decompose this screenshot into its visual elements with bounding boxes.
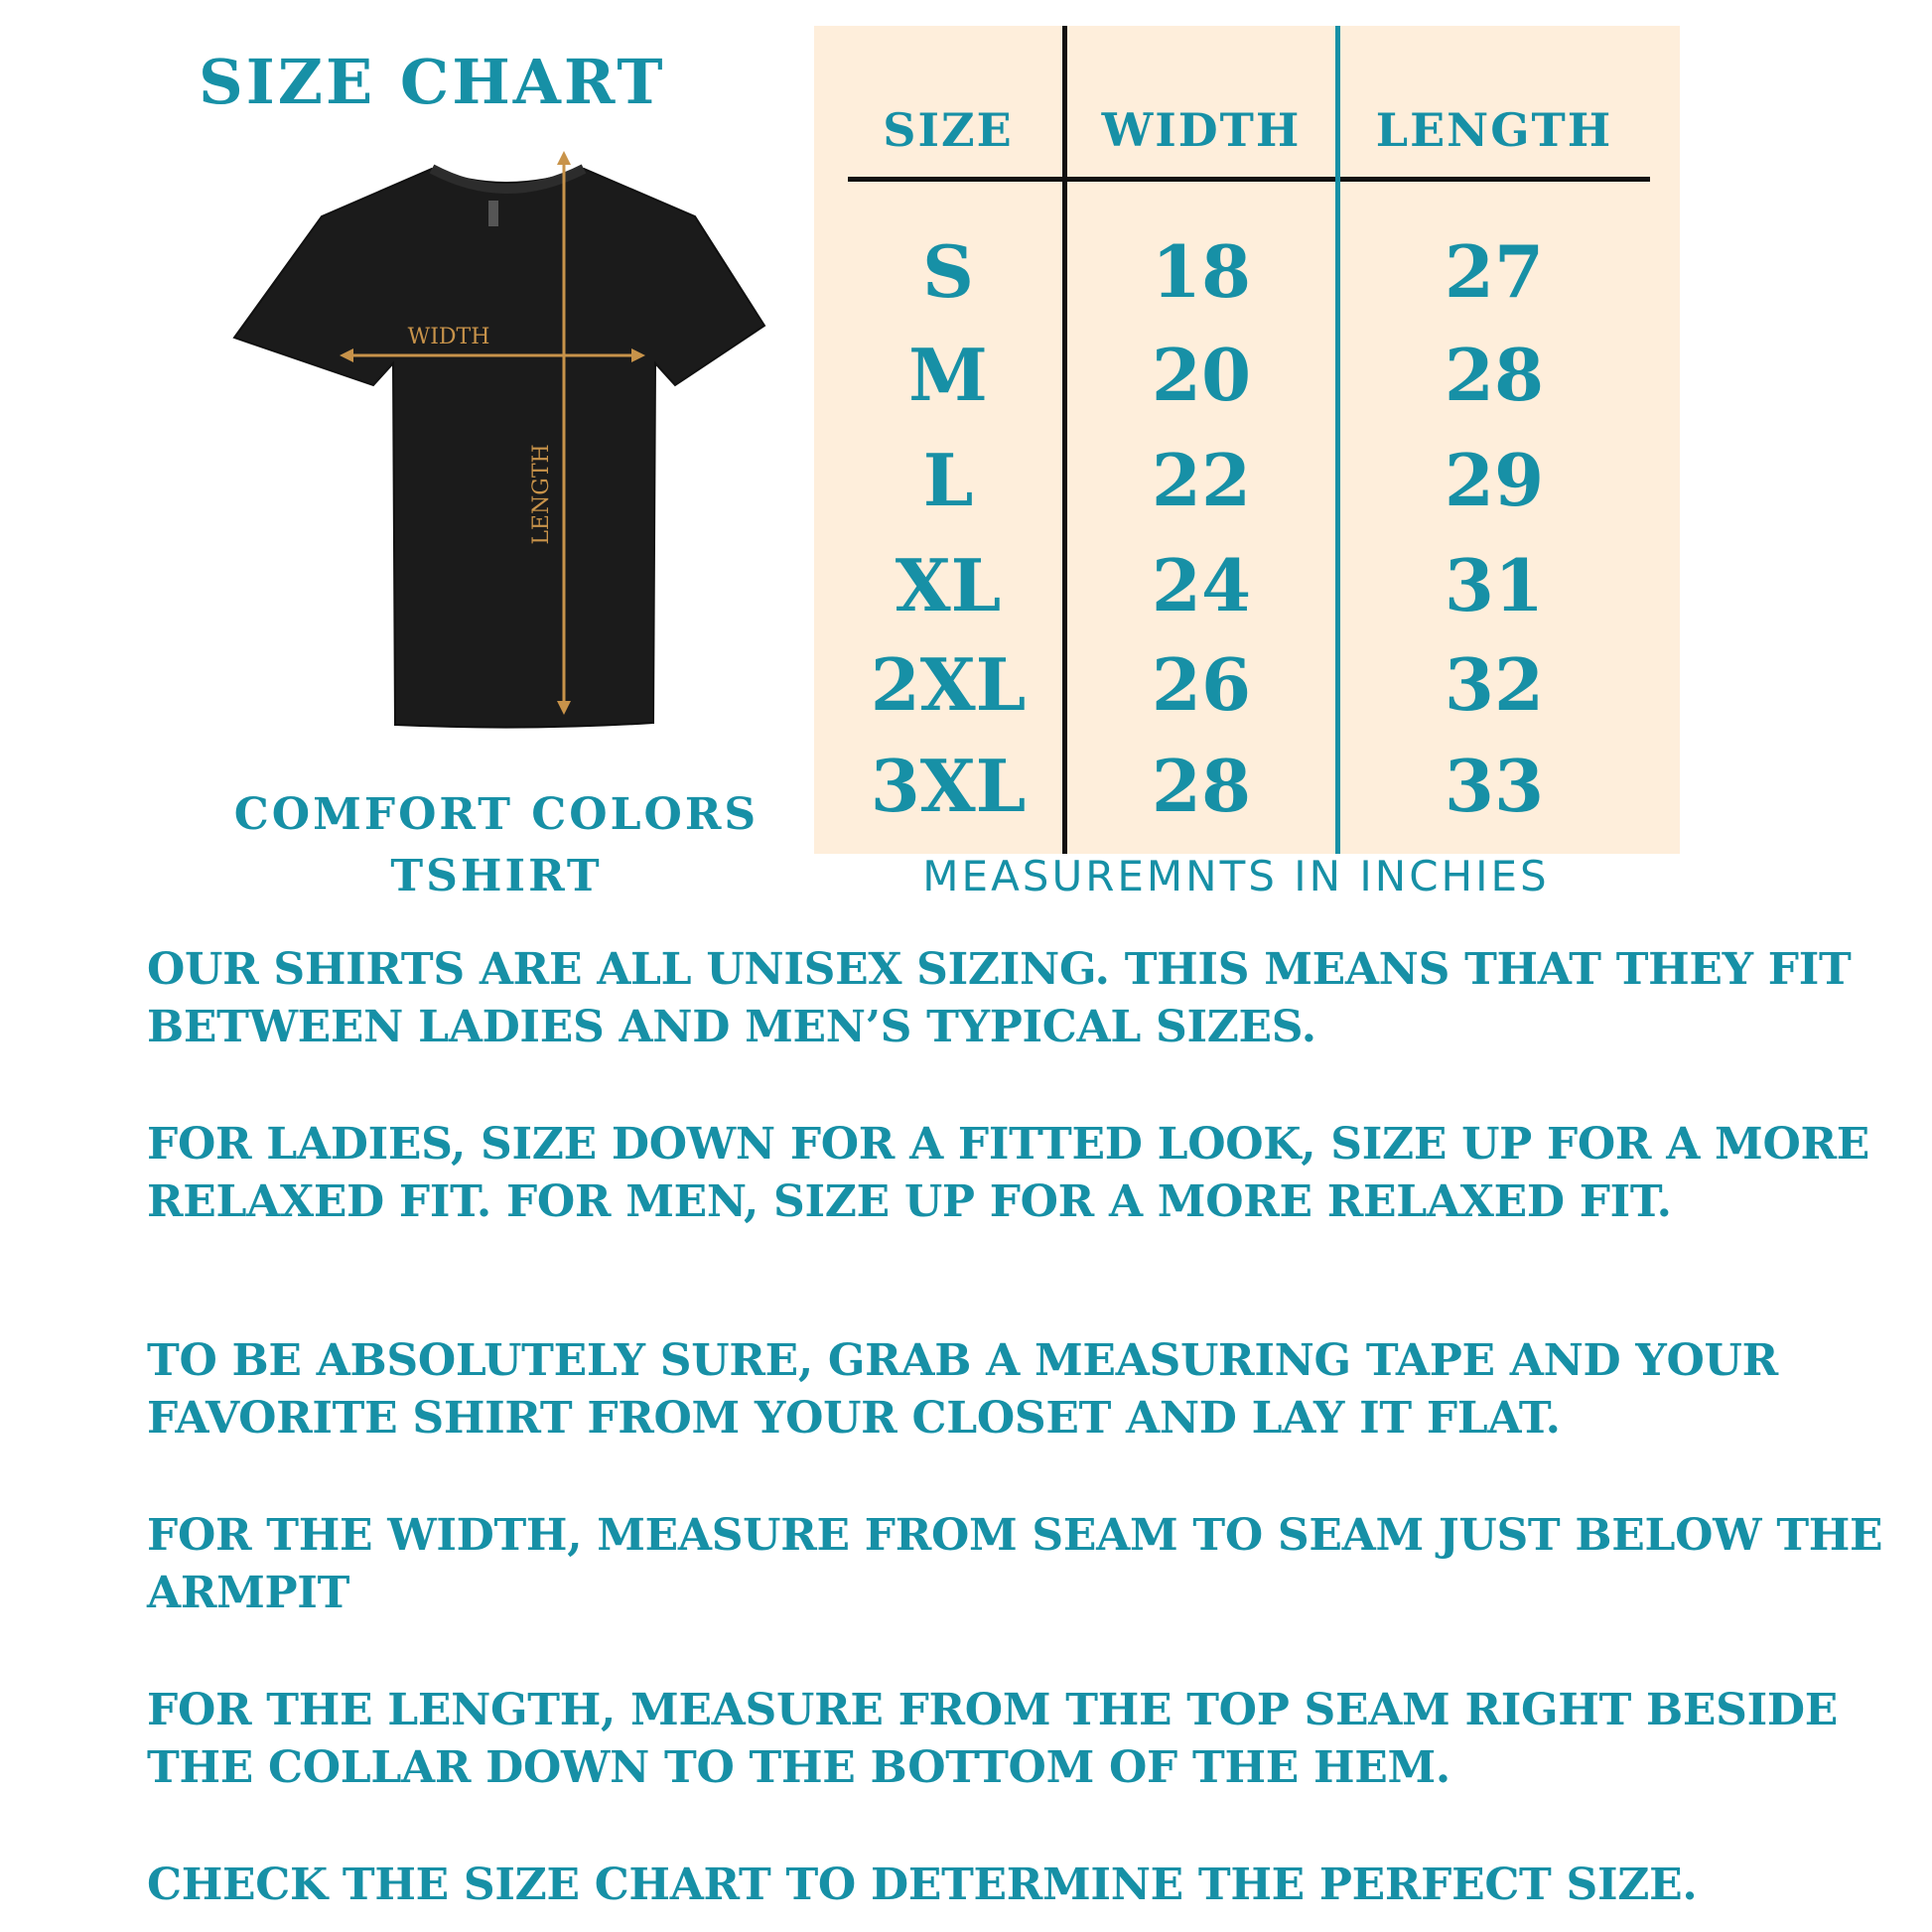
cell-width: 22 [1151,438,1252,522]
cell-size: M [908,333,988,417]
column-header-width: WIDTH [1101,103,1302,157]
cell-size: 2XL [870,642,1027,727]
table-row [814,220,1680,324]
column-header-length: LENGTH [1375,103,1613,157]
instruction-width: FOR THE WIDTH, MEASURE FROM SEAM TO SEAM JUST BELOW THE ARMPIT [147,1510,1883,1618]
units-note: MEASUREMNTS IN INCHIES [922,852,1550,900]
cell-width: 26 [1151,642,1252,727]
instruction-measure: TO BE ABSOLUTELY SURE, GRAB A MEASURING TAPE AND YOUR FAVORITE SHIRT FROM YOUR CLOSET AND LAY IT FLAT. [147,1335,1778,1444]
cell-length: 29 [1444,438,1545,522]
cell-length: 31 [1444,543,1545,627]
length-arrow-top-head [557,151,571,165]
table-row [814,324,1680,427]
table-row [814,429,1680,532]
header-divider [848,177,1650,182]
cell-width: 20 [1151,333,1252,417]
shirt-caption-brand: COMFORT COLORS [233,789,759,840]
tshirt-diagram [228,149,784,745]
instruction-unisex: OUR SHIRTS ARE ALL UNISEX SIZING. THIS MEANS THAT THEY FIT BETWEEN LADIES AND MEN’S TYPICAL SIZES. [147,944,1852,1052]
neck-tag [488,201,498,226]
table-row [814,534,1680,637]
cell-size: S [922,229,974,314]
instruction-check: CHECK THE SIZE CHART TO DETERMINE THE PERFECT SIZE. [147,1860,1698,1910]
width-label: WIDTH [407,325,490,349]
tshirt-body [234,169,764,728]
cell-length: 28 [1444,333,1545,417]
length-label: LENGTH [529,444,554,545]
page-title: SIZE CHART [199,46,666,118]
cell-size: 3XL [870,744,1027,828]
cell-size: XL [895,543,1002,627]
instruction-fit: FOR LADIES, SIZE DOWN FOR A FITTED LOOK, SIZE UP FOR A MORE RELAXED FIT. FOR MEN, SIZE UP FOR A MORE RELAXED FIT. [147,1119,1869,1227]
cell-length: 32 [1444,642,1545,727]
cell-width: 28 [1151,744,1252,828]
shirt-caption-type: TSHIRT [390,851,603,901]
cell-length: 27 [1444,229,1545,314]
table-row [814,735,1680,838]
cell-length: 33 [1444,744,1545,828]
instruction-length: FOR THE LENGTH, MEASURE FROM THE TOP SEAM RIGHT BESIDE THE COLLAR DOWN TO THE BOTTOM OF THE HEM. [147,1685,1839,1793]
cell-width: 24 [1151,543,1252,627]
cell-size: L [922,438,974,522]
tshirt-icon [228,149,784,745]
cell-width: 18 [1151,229,1252,314]
shirt-caption [228,784,764,907]
size-table [814,26,1680,854]
column-header-size: SIZE [883,103,1014,157]
table-row [814,633,1680,737]
